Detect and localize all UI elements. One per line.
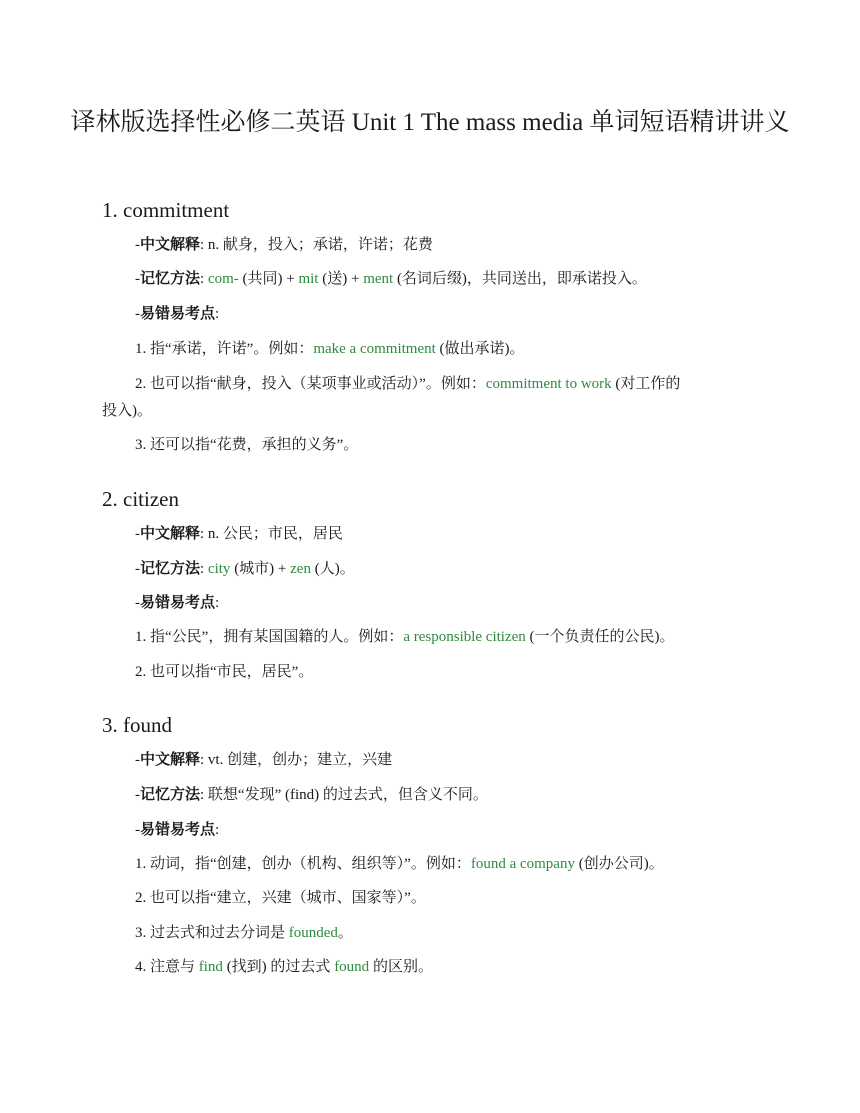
label-cn: 中文解释	[140, 752, 201, 768]
point-text: 。	[337, 925, 353, 941]
definition-line: -中文解释: n. 公民；市民，居民	[135, 526, 343, 542]
point-text: 4. 注意与	[135, 959, 199, 975]
label-mem: 记忆方法	[140, 787, 201, 803]
label-cn: 中文解释	[140, 526, 201, 542]
point-item	[135, 428, 760, 462]
point-text: 2. 也可以指“建立，兴建（城市、国家等）”。	[135, 890, 426, 906]
example-phrase: make a commitment	[313, 341, 436, 357]
point-text: (对工作的	[611, 376, 681, 392]
morpheme: zen	[290, 561, 311, 577]
label-pts: 易错易考点	[140, 306, 216, 322]
point-item	[135, 367, 760, 401]
label-mem: 记忆方法	[140, 561, 201, 577]
memory-text: (共同) +	[238, 271, 299, 287]
point-text: 1. 指“承诺，许诺”。例如：	[135, 341, 314, 357]
point-text: (一个负责任的公民)。	[525, 629, 675, 645]
point-item	[135, 881, 760, 915]
example-phrase: commitment to work	[485, 376, 612, 392]
point-text: 1. 指“公民”，拥有某国国籍的人。例如：	[135, 629, 404, 645]
definition-text: : vt. 创建，创办；建立，兴建	[200, 752, 393, 768]
points-label-line: -易错易考点:	[135, 595, 220, 611]
point-text: 3. 过去式和过去分词是	[135, 925, 289, 941]
section-heading-found: 3. found	[102, 713, 172, 737]
point-text: 2. 也可以指“市民，居民”。	[135, 664, 314, 680]
section-heading-citizen: 2. citizen	[102, 487, 179, 511]
morpheme: ment	[363, 271, 394, 287]
label-mem: 记忆方法	[140, 271, 201, 287]
definition-line: -中文解释: vt. 创建，创办；建立，兴建	[135, 752, 393, 768]
point-text: (做出承诺)。	[435, 341, 525, 357]
points-label-line: -易错易考点:	[135, 822, 220, 838]
morpheme: com-	[207, 271, 239, 287]
point-text: 3. 还可以指“花费，承担的义务”。	[135, 437, 359, 453]
example-phrase: find	[198, 959, 223, 975]
point-item	[135, 332, 760, 366]
memory-line: -记忆方法: 联想“发现” (find) 的过去式，但含义不同。	[135, 787, 488, 803]
point-item	[135, 655, 760, 689]
example-phrase: found a company	[470, 856, 575, 872]
label-pts: 易错易考点	[140, 822, 216, 838]
points-label-line: -易错易考点:	[135, 306, 220, 322]
memory-text: (城市) +	[230, 561, 291, 577]
example-phrase: a responsible citizen	[403, 629, 526, 645]
example-phrase: found	[334, 959, 370, 975]
morpheme: mit	[298, 271, 319, 287]
point-item	[135, 950, 760, 984]
point-text: 的区别。	[369, 959, 433, 975]
definition-line: -中文解释: n. 献身，投入；承诺，许诺；花费	[135, 237, 433, 253]
label-pts: 易错易考点	[140, 595, 216, 611]
example-phrase: founded	[288, 925, 338, 941]
memory-text: (送) +	[318, 271, 364, 287]
point-item	[135, 847, 760, 881]
definition-text: : n. 公民；市民，居民	[200, 526, 343, 542]
point-item	[135, 620, 760, 654]
memory-text: (名词后缀)，共同送出，即承诺投入。	[393, 271, 647, 287]
memory-line: -记忆方法: com- (共同) + mit (送) + ment (名词后缀)，共同送出，即承诺投入。	[135, 271, 647, 287]
memory-line: -记忆方法: city (城市) + zen (人)。	[135, 561, 355, 577]
definition-text: : n. 献身，投入；承诺，许诺；花费	[200, 237, 433, 253]
point-text: 1. 动词，指“创建，创办（机构、组织等）”。例如：	[135, 856, 471, 872]
label-cn: 中文解释	[140, 237, 201, 253]
point-text: (找到) 的过去式	[222, 959, 335, 975]
section-heading-commitment: 1. commitment	[102, 198, 230, 222]
point-item	[135, 916, 760, 950]
memory-text: (人)。	[310, 561, 355, 577]
point-text: 2. 也可以指“献身，投入（某项事业或活动）”。例如：	[135, 376, 486, 392]
memory-text: : 联想“发现” (find) 的过去式，但含义不同。	[200, 787, 488, 803]
point-item-continued: 投入)。	[102, 403, 152, 419]
morpheme: city	[207, 561, 231, 577]
point-text: (创办公司)。	[574, 856, 664, 872]
document-title: 译林版选择性必修二英语 Unit 1 The mass media 单词短语精讲讲义	[70, 109, 790, 136]
